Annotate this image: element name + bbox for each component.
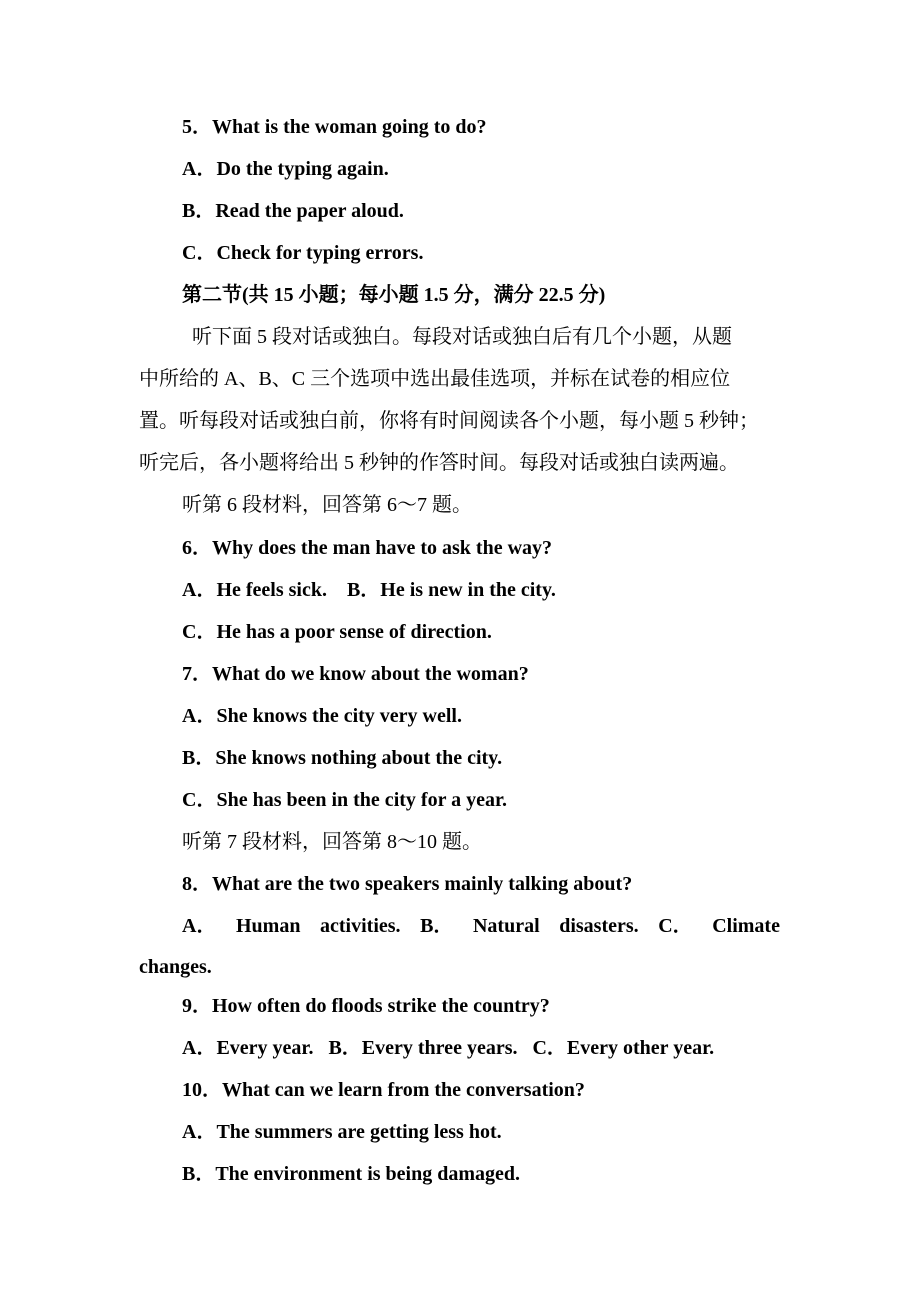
section2-heading: 第二节(共 15 小题；每小题 1.5 分，满分 22.5 分) [182,284,606,306]
q10-stem: 10．What can we learn from the conversation? [182,1079,585,1101]
q7-stem: 7．What do we know about the woman? [182,663,529,685]
q8-stem: 8．What are the two speakers mainly talking about? [182,873,633,895]
q6-option-c: C．He has a poor sense of direction. [182,621,492,643]
material-6-heading: 听第 6 段材料，回答第 6～7 题。 [182,494,472,516]
instructions-line-1: 听下面 5 段对话或独白。每段对话或独白后有几个小题，从题 [192,326,732,348]
q8-token: Climate [712,915,780,937]
material-7-heading: 听第 7 段材料，回答第 8～10 题。 [182,831,482,853]
q8-token: C． [658,915,693,937]
q8-token: Human [236,915,301,937]
q5-option-a: A．Do the typing again. [182,158,389,180]
q8-option-wrap: changes. [139,956,212,978]
q5-option-c: C．Check for typing errors. [182,242,424,264]
q8-token: activities. [320,915,401,937]
q8-token: disasters. [559,915,639,937]
q9-stem: 9．How often do floods strike the country? [182,995,550,1017]
q5-stem: 5．What is the woman going to do? [182,116,487,138]
q7-option-c: C．She has been in the city for a year. [182,789,507,811]
q6-stem: 6．Why does the man have to ask the way? [182,537,553,559]
q8-token: Natural [472,915,540,937]
q8-token: B． [420,915,454,937]
instructions-line-2: 中所给的 A、B、C 三个选项中选出最佳选项，并标在试卷的相应位 [139,368,731,390]
instructions-line-3: 置。听每段对话或独白前，你将有时间阅读各个小题，每小题 5 秒钟； [139,410,759,432]
q6-options-ab: A．He feels sick. B．He is new in the city. [182,579,556,601]
instructions-line-4: 听完后，各小题将给出 5 秒钟的作答时间。每段对话或独白读两遍。 [139,452,739,474]
q7-option-a: A．She knows the city very well. [182,705,462,727]
q9-options: A．Every year. B．Every three years. C．Every other year. [182,1037,715,1059]
q8-token: A． [182,915,217,937]
q10-option-b: B．The environment is being damaged. [182,1163,520,1185]
q10-option-a: A．The summers are getting less hot. [182,1121,502,1143]
q7-option-b: B．She knows nothing about the city. [182,747,503,769]
q8-options-line [182,914,780,938]
q5-option-b: B．Read the paper aloud. [182,200,404,222]
